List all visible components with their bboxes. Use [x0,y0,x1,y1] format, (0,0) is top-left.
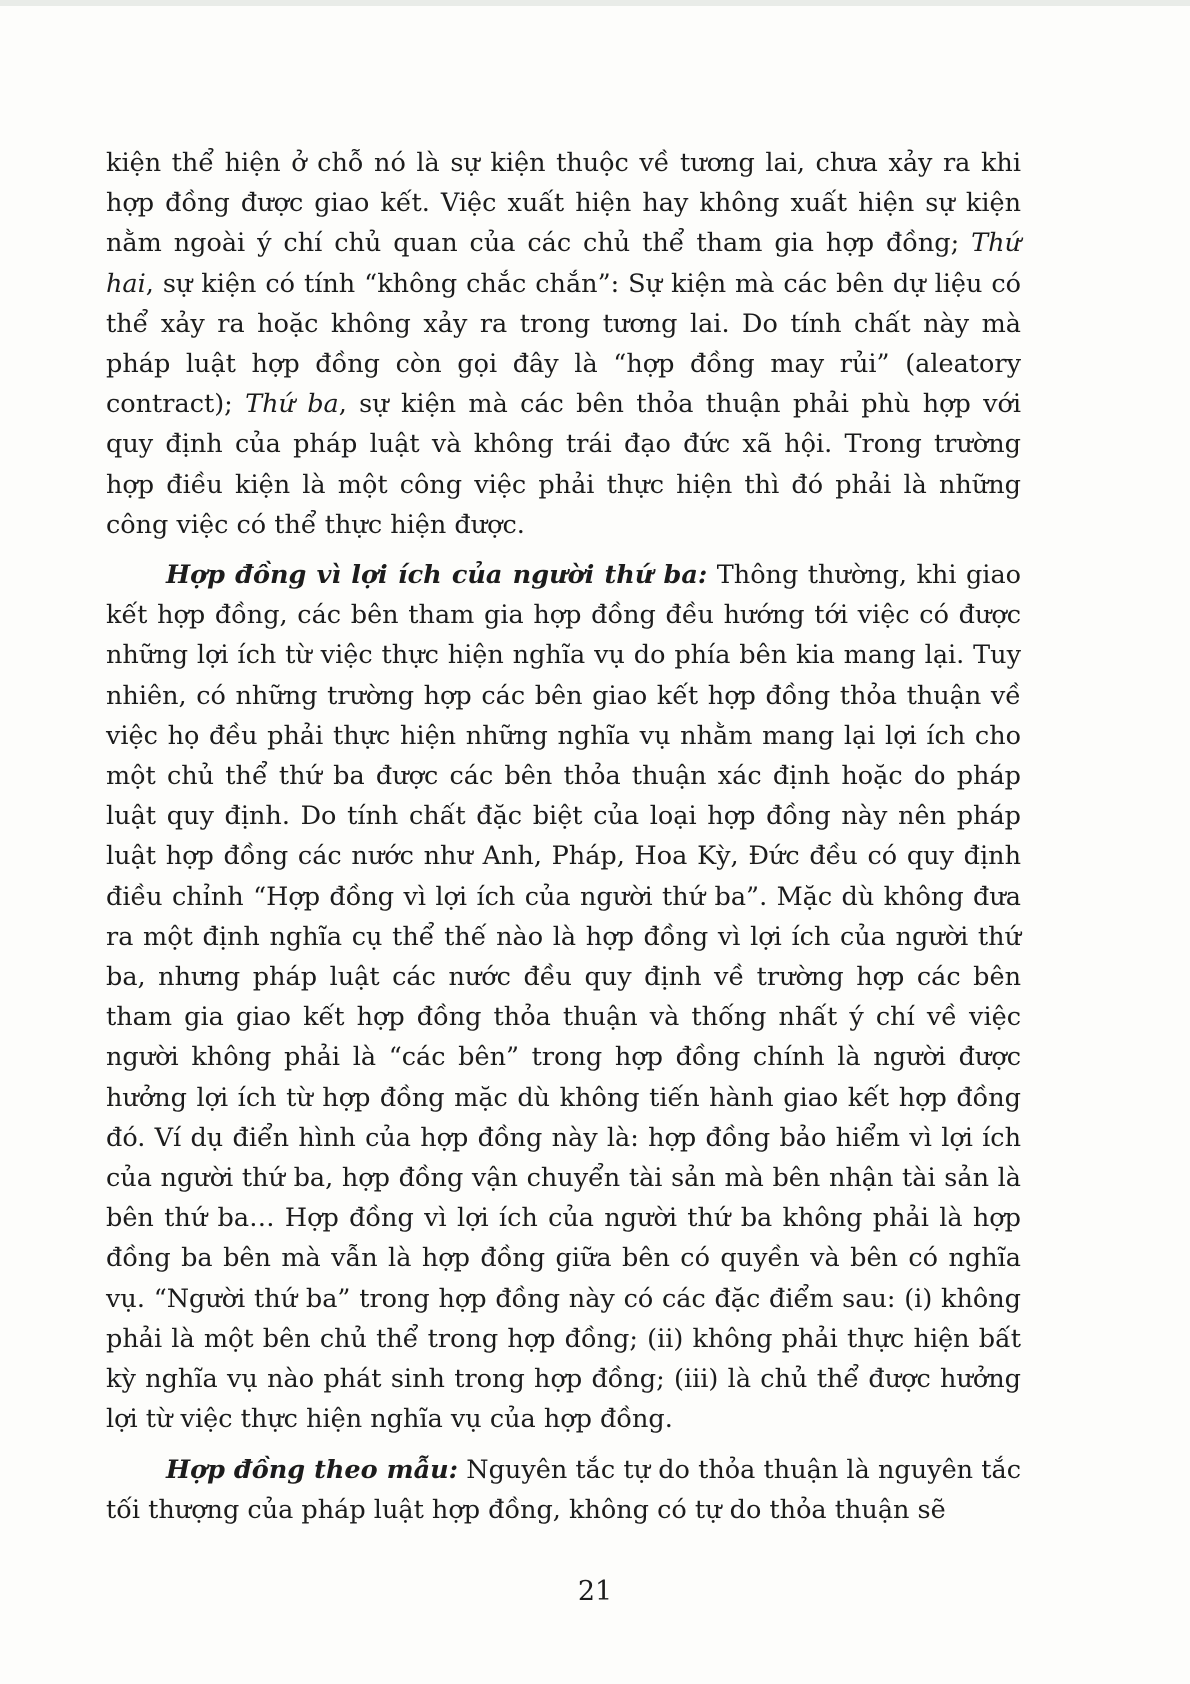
section-heading-inline: Hợp đồng vì lợi ích của người thứ ba: [166,560,708,591]
body-text [106,143,1021,1530]
text-run-italic: Thứ ba [245,389,339,420]
paragraph-third-party-contract [106,555,1021,1439]
scan-top-edge [0,0,1190,6]
paragraph-conditions [106,143,1021,545]
text-run-italic: Thứ hai [106,228,1021,299]
text-run: kiện thể hiện ở chỗ nó là sự kiện thuộc về tương lai, chưa xảy ra khi hợp đồng được giao kết. Việc xuất hiện hay không xuất hiện sự kiện nằm ngoài ý chí chủ quan của các chủ thể tham gia hợp đồng; [106,148,1021,259]
text-run: Nguyên tắc tự do thỏa thuận là nguyên tắc tối thượng của pháp luật hợp đồng, không có tự do thỏa thuận sẽ [106,1454,1022,1525]
text-run: , sự kiện mà các bên thỏa thuận phải phù hợp với quy định của pháp luật và không trái đạo đức xã hội. Trong trường hợp điều kiện là một công việc phải thực hiện thì đó phải là những công việc có thể thực hiện được. [106,389,1021,540]
text-run: , sự kiện có tính “không chắc chắn”: Sự kiện mà các bên dự liệu có thể xảy ra hoặc không xảy ra trong tương lai. Do tính chất này mà pháp luật hợp đồng còn gọi đây là “hợp đồng may rủi” (aleatory contract); [106,268,1021,420]
text-run: Thông thường, khi giao kết hợp đồng, các bên tham gia hợp đồng đều hướng tới việc có được những lợi ích từ việc thực hiện nghĩa vụ do phía bên kia mang lại. Tuy nhiên, có những trường hợp các bên giao kết hợp đồng thỏa thuận về việc họ đều phải thực hiện những nghĩa vụ nhằm mang lại lợi ích cho một chủ thể thứ ba được các bên thỏa thuận xác định hoặc do pháp luật quy định. Do tính chất đặc biệt của loại hợp đồng này nên pháp luật hợp đồng các nước như Anh, Pháp, Hoa Kỳ, Đức đều có quy định điều chỉnh “Hợp đồng vì lợi ích của người thứ ba”. Mặc dù không đưa ra một định nghĩa cụ thể thế nào là hợp đồng vì lợi ích của người thứ ba, nhưng pháp luật các nước đều quy định về trường hợp các bên tham gia giao kết hợp đồng thỏa thuận và thống nhất ý chí về việc người không phải là “các bên” trong hợp đồng chính là người được hưởng lợi ích từ hợp đồng mặc dù không tiến hành giao kết hợp đồng đó. Ví dụ điển hình của hợp đồng này là: hợp đồng bảo hiểm vì lợi ích của người thứ ba, hợp đồng vận chuyển tài sản mà bên nhận tài sản là bên thứ ba… Hợp đồng vì lợi ích của người thứ ba không phải là hợp đồng ba bên mà vẫn là hợp đồng giữa bên có quyền và bên có nghĩa vụ. “Người thứ ba” trong hợp đồng này có các đặc điểm sau: (i) không phải là một bên chủ thể trong hợp đồng; (ii) không phải thực hiện bất kỳ nghĩa vụ nào phát sinh trong hợp đồng; (iii) là chủ thể được hưởng lợi từ việc thực hiện nghĩa vụ của hợp đồng. [106,560,1021,1435]
page-number: 21 [577,1576,613,1607]
section-heading-inline: Hợp đồng theo mẫu: [166,1454,459,1485]
paragraph-standard-form-contract [106,1450,1021,1530]
